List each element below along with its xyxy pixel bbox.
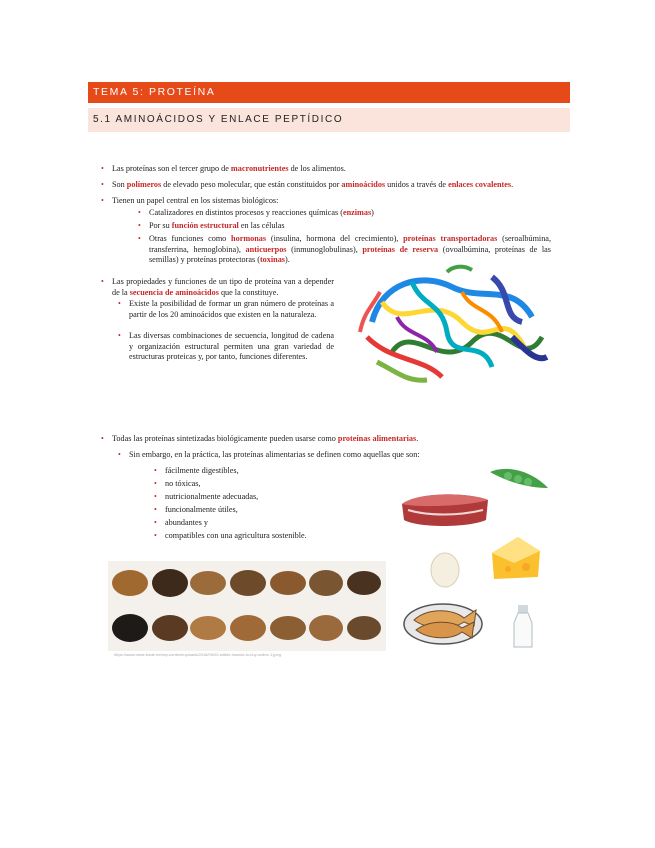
sub-bullet-structural: Por su función estructural en las células — [149, 221, 285, 230]
meat-steak-image — [398, 490, 493, 530]
bullet-macronutrients: Las proteínas son el tercer grupo de macronutrientes de los alimentos. — [112, 164, 346, 173]
milk-bottle-image — [510, 603, 536, 649]
fish-plate-image — [402, 598, 484, 646]
bullet-food-proteins: Todas las proteínas sintetizadas biológicamente pueden usarse como proteínas alimentarias. — [112, 434, 419, 443]
sub-bullet-20-amino-acids: Existe la posibilidad de formar un gran número de proteínas a partir de los 20 aminoácidos que existen en la naturaleza. — [129, 299, 334, 319]
sub-bullet-marker: • — [138, 208, 141, 217]
protein-structure-image — [352, 262, 557, 392]
peas-image — [488, 462, 550, 492]
bullet-polymers: Son polímeros de elevado peso molecular, que están constituidos por aminoácidos unidos a través de enlaces covalentes. — [112, 180, 514, 189]
sub-bullet-marker: • — [118, 450, 121, 459]
list-bullet-marker: • — [154, 492, 157, 501]
list-item: no tóxicas, — [165, 479, 201, 488]
list-bullet-marker: • — [154, 505, 157, 514]
list-item: nutricionalmente adecuadas, — [165, 492, 259, 501]
bullet-central-role: Tienen un papel central en los sistemas biológicos: — [112, 196, 279, 205]
topic-header: TEMA 5: PROTEÍNA — [88, 82, 570, 103]
list-item: funcionalmente útiles, — [165, 505, 238, 514]
list-item: fácilmente digestibles, — [165, 466, 239, 475]
sub-bullet-marker: • — [138, 234, 141, 243]
bullet-marker: • — [101, 277, 104, 286]
bullet-marker: • — [101, 164, 104, 173]
sub-bullet-combinations: Las diversas combinaciones de secuencia, longitud de cadena y organización estructural permiten una gran variedad de estructuras proteicas y, por tanto, funciones diferentes. — [129, 331, 334, 361]
egg-image — [428, 550, 462, 588]
cheese-image — [488, 533, 543, 583]
list-bullet-marker: • — [154, 518, 157, 527]
bullet-marker: • — [101, 196, 104, 205]
sub-bullet-other-functions: Otras funciones como hormonas (insulina, hormona del crecimiento), proteínas transportadoras (seroalbúmina, transferrina, hemoglobina), anticuerpos (inmunoglobulinas), proteínas de reserva (ovoalbúmina, proteínas de las semillas) y proteínas protectoras (toxinas). — [149, 234, 551, 264]
list-item: abundantes y — [165, 518, 208, 527]
bullet-marker: • — [101, 434, 104, 443]
edible-insects-image — [108, 561, 386, 651]
list-item: compatibles con una agricultura sostenible. — [165, 531, 307, 540]
section-header: 5.1 AMINOÁCIDOS Y ENLACE PEPTÍDICO — [88, 108, 570, 132]
list-bullet-marker: • — [154, 531, 157, 540]
sub-bullet-marker: • — [118, 331, 121, 340]
sub-bullet-definition: Sin embargo, en la práctica, las proteínas alimentarias se definen como aquellas que son: — [129, 450, 420, 459]
bullet-sequence: Las propiedades y funciones de un tipo de proteína van a depender de la secuencia de aminoácidos que la constituye. — [112, 277, 334, 297]
list-bullet-marker: • — [154, 479, 157, 488]
sub-bullet-marker: • — [118, 299, 121, 308]
sub-bullet-enzymes: Catalizadores en distintos procesos y reacciones químicas (enzimas) — [149, 208, 374, 217]
list-bullet-marker: • — [154, 466, 157, 475]
sub-bullet-marker: • — [138, 221, 141, 230]
image-credit: https://www.meat-trade.net/wp-content/uploads/2016/09/20-edible-insects-to-buy-online-1.jpeg — [114, 652, 281, 657]
bullet-marker: • — [101, 180, 104, 189]
